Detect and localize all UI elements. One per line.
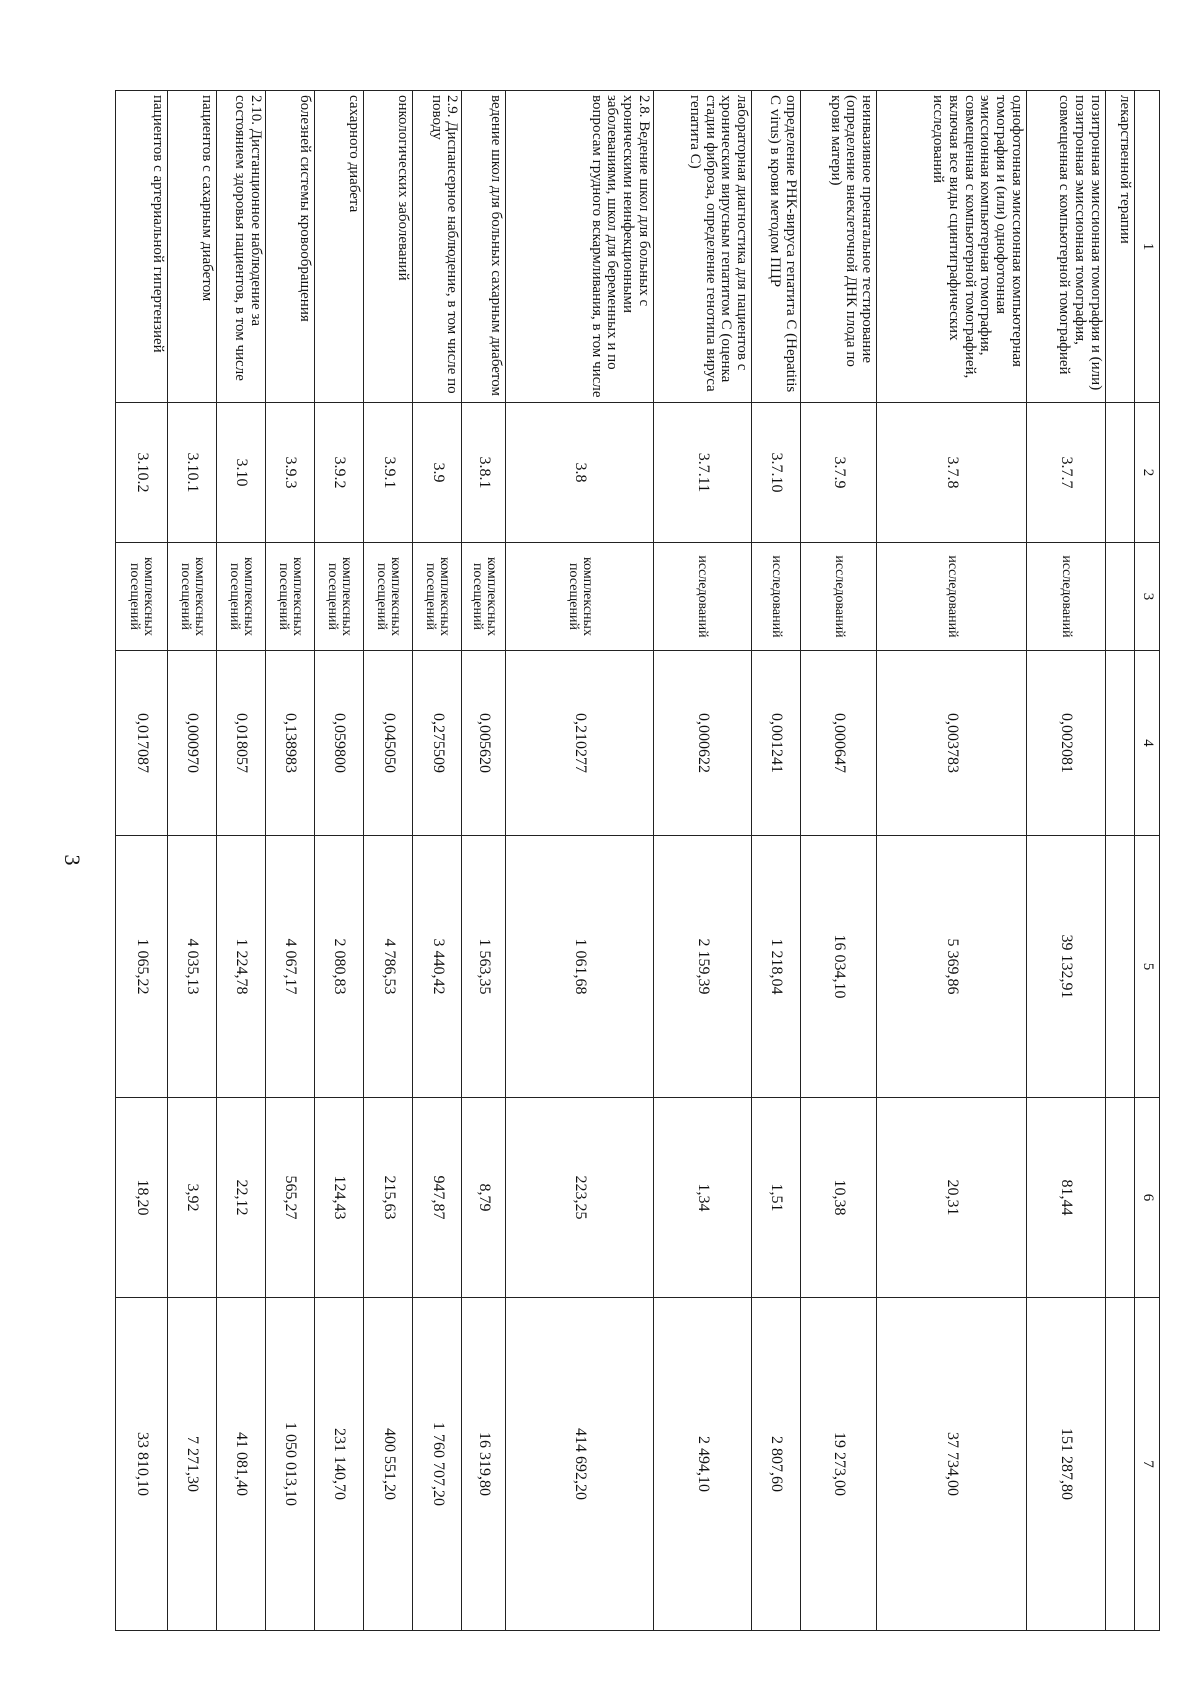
row-cost: 4 786,53 [364,836,413,1098]
data-table [115,90,1160,1631]
row-name: позитронная эмиссионная томография и (или) позитронная эмиссионная томография, совмещенная с компьютерной томографией [1026,91,1105,403]
row-unit: комплексных посещений [216,543,265,651]
table-row [116,91,168,1631]
row-name: неинвазивное пренатальное тестирование (определение внеклеточной ДНК плода по крови матери) [801,91,877,403]
row-norm: 8,79 [462,1098,506,1298]
row-unit: исследований [877,543,1027,651]
row-volume: 0,000622 [653,651,751,836]
row-cost: 1 563,35 [462,836,506,1098]
table-row [653,91,751,1631]
row-norm: 10,38 [801,1098,877,1298]
continuation-row [1105,91,1134,1631]
row-code: 3.9.1 [364,403,413,543]
row-norm: 215,63 [364,1098,413,1298]
row-unit: исследований [1026,543,1105,651]
row-total: 1 760 707,20 [413,1298,462,1631]
row-total: 37 734,00 [877,1298,1027,1631]
row-total: 151 287,80 [1026,1298,1105,1631]
row-cost: 1 218,04 [752,836,801,1098]
table-row [506,91,653,1631]
row-name: 2.10. Дистанционное наблюдение за состоянием здоровья пациентов, в том числе [216,91,265,403]
table-row [877,91,1027,1631]
row-code: 3.10 [216,403,265,543]
row-name: пациентов с сахарным диабетом [167,91,216,403]
table-row [752,91,801,1631]
row-name: ведение школ для больных сахарным диабетом [462,91,506,403]
row-total: 414 692,20 [506,1298,653,1631]
row-norm: 565,27 [265,1098,314,1298]
row-volume: 0,005620 [462,651,506,836]
row-code: 3.9.3 [265,403,314,543]
column-header: 1 [1135,91,1160,403]
row-unit: исследований [801,543,877,651]
row-code: 3.7.10 [752,403,801,543]
row-name: 2.9. Диспансерное наблюдение, в том числе по поводу [413,91,462,403]
row-unit: комплексных посещений [167,543,216,651]
row-code: 3.10.1 [167,403,216,543]
row-cost: 5 369,86 [877,836,1027,1098]
row-code: 3.10.2 [116,403,168,543]
row-norm: 947,87 [413,1098,462,1298]
row-total: 1 050 013,10 [265,1298,314,1631]
row-name: сахарного диабета [315,91,364,403]
row-cost: 3 440,42 [413,836,462,1098]
continuation-text: лекарственной терапии [1105,91,1134,403]
row-total: 33 810,10 [116,1298,168,1631]
row-total: 7 271,30 [167,1298,216,1631]
row-name: пациентов с артериальной гипертензией [116,91,168,403]
row-code: 3.7.9 [801,403,877,543]
row-code: 3.8 [506,403,653,543]
row-cost: 4 067,17 [265,836,314,1098]
row-unit: комплексных посещений [413,543,462,651]
row-volume: 0,017087 [116,651,168,836]
page-number: 3 [60,854,85,866]
row-total: 41 081,40 [216,1298,265,1631]
row-code: 3.7.11 [653,403,751,543]
row-unit: комплексных посещений [116,543,168,651]
row-total: 19 273,00 [801,1298,877,1631]
column-header: 6 [1135,1098,1160,1298]
table-row [801,91,877,1631]
row-norm: 124,43 [315,1098,364,1298]
row-total: 16 319,80 [462,1298,506,1631]
row-volume: 0,000647 [801,651,877,836]
column-header: 5 [1135,836,1160,1098]
row-norm: 20,31 [877,1098,1027,1298]
table-row [462,91,506,1631]
row-cost: 16 034,10 [801,836,877,1098]
row-name: лабораторная диагностика для пациентов с хроническим вирусным гепатитом С (оценка стадии фиброза, определение генотипа вируса гепатита С) [653,91,751,403]
column-header: 3 [1135,543,1160,651]
row-code: 3.7.8 [877,403,1027,543]
row-total: 2 807,60 [752,1298,801,1631]
row-volume: 0,275509 [413,651,462,836]
row-volume: 0,018057 [216,651,265,836]
column-header: 7 [1135,1298,1160,1631]
column-header: 2 [1135,403,1160,543]
row-total: 400 551,20 [364,1298,413,1631]
table-row [265,91,314,1631]
table-row [315,91,364,1631]
table-row [413,91,462,1631]
row-volume: 0,045050 [364,651,413,836]
row-norm: 3,92 [167,1098,216,1298]
row-total: 2 494,10 [653,1298,751,1631]
row-norm: 223,25 [506,1098,653,1298]
row-cost: 39 132,91 [1026,836,1105,1098]
row-cost: 2 080,83 [315,836,364,1098]
row-volume: 0,138983 [265,651,314,836]
row-code: 3.8.1 [462,403,506,543]
row-name: определение РНК-вируса гепатита С (Hepatitis C virus) в крови методом ПЦР [752,91,801,403]
row-name: онкологических заболеваний [364,91,413,403]
table-row [1026,91,1105,1631]
row-unit: исследований [653,543,751,651]
row-norm: 81,44 [1026,1098,1105,1298]
row-total: 231 140,70 [315,1298,364,1631]
row-volume: 0,210277 [506,651,653,836]
column-number-row [1135,91,1160,1631]
table-row [167,91,216,1631]
row-volume: 0,000970 [167,651,216,836]
row-unit: комплексных посещений [315,543,364,651]
row-volume: 0,059800 [315,651,364,836]
table-row [364,91,413,1631]
table-row [216,91,265,1631]
row-code: 3.7.7 [1026,403,1105,543]
row-norm: 1,51 [752,1098,801,1298]
row-norm: 1,34 [653,1098,751,1298]
row-cost: 1 061,68 [506,836,653,1098]
row-unit: комплексных посещений [364,543,413,651]
row-cost: 1 224,78 [216,836,265,1098]
row-unit: комплексных посещений [506,543,653,651]
row-cost: 1 065,22 [116,836,168,1098]
rotated-page [60,90,1160,1630]
row-name: однофотонная эмиссионная компьютерная томография и (или) однофотонная эмиссионная компьютерная томография, совмещенная с компьютерной томографией, включая все виды сцинтиграфических исследований [877,91,1027,403]
row-norm: 18,20 [116,1098,168,1298]
row-cost: 4 035,13 [167,836,216,1098]
row-norm: 22,12 [216,1098,265,1298]
column-header: 4 [1135,651,1160,836]
row-cost: 2 159,39 [653,836,751,1098]
row-name: 2.8. Ведение школ для больных с хроническими неинфекционными заболеваниями, школ для беременных и по вопросам грудного вскармливания, в том числе [506,91,653,403]
row-unit: комплексных посещений [462,543,506,651]
row-volume: 0,003783 [877,651,1027,836]
row-unit: комплексных посещений [265,543,314,651]
row-name: болезней системы кровообращения [265,91,314,403]
row-unit: исследований [752,543,801,651]
row-code: 3.9 [413,403,462,543]
row-volume: 0,002081 [1026,651,1105,836]
row-volume: 0,001241 [752,651,801,836]
row-code: 3.9.2 [315,403,364,543]
